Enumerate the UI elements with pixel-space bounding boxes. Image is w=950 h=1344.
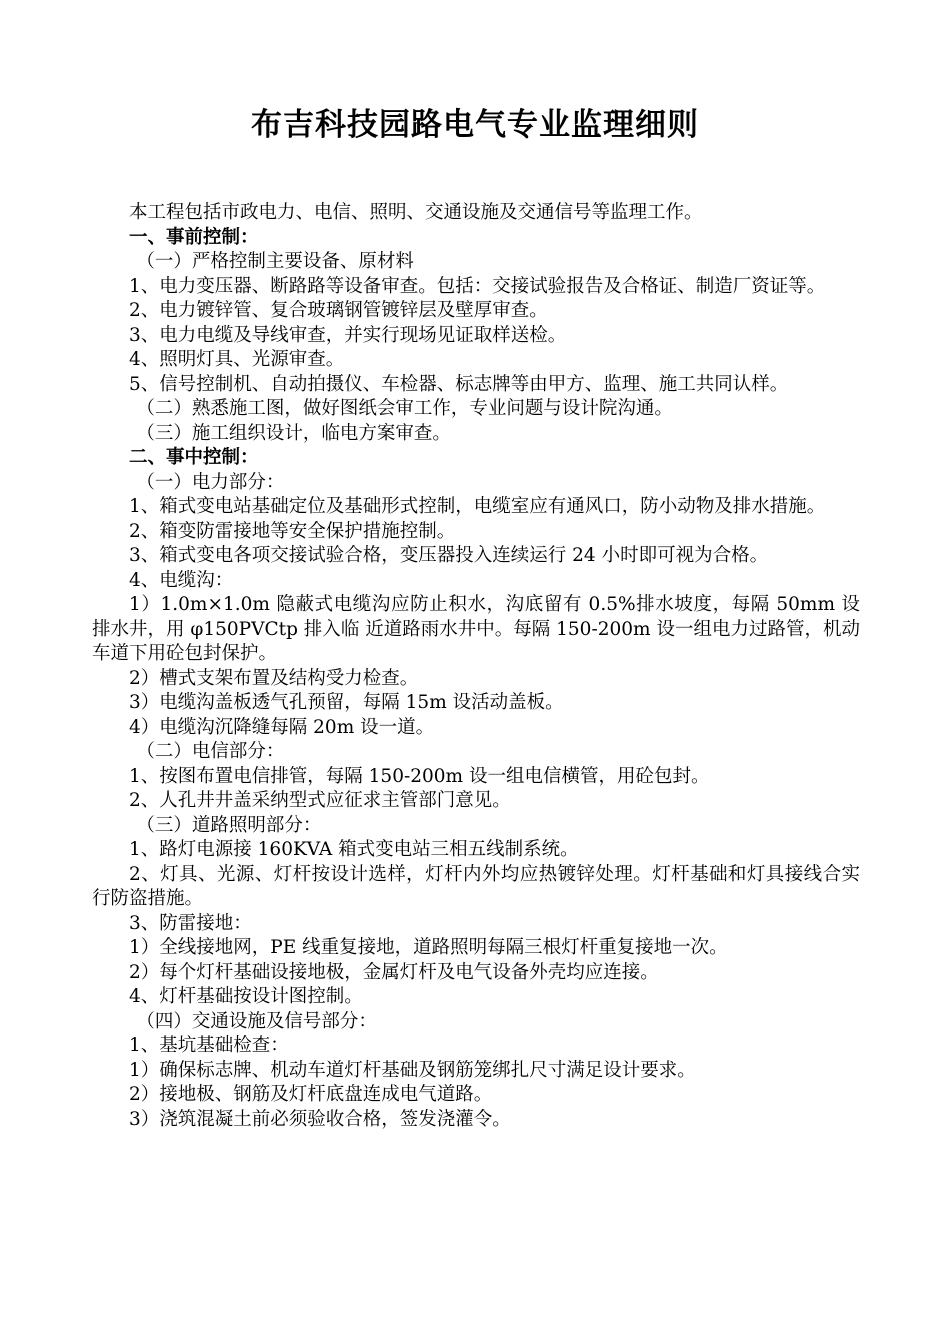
paragraph: 3）浇筑混凝土前必须验收合格，签发浇灌令。 <box>129 1108 511 1130</box>
paragraph: 1、路灯电源接 160KVA 箱式变电站三相五线制系统。 <box>129 839 579 860</box>
paragraph: 1）1.0m×1.0m 隐蔽式电缆沟应防止积水，沟底留有 0.5%排水坡度，每隔 50mm 设排水井，用 φ150PVCtp 排入临 近道路雨水井中。每隔 150-200m 设一组电力过路管，机动车道下用砼包封保护。 <box>92 594 860 664</box>
paragraph: （四）交通设施及信号部分： <box>136 1010 377 1032</box>
paragraph: 1）确保标志牌、机动车道灯杆基础及钢筋笼绑扎尺寸满足设计要求。 <box>129 1059 696 1081</box>
paragraph: 1）全线接地网，PE 线重复接地，道路照明每隔三根灯杆重复接地一次。 <box>129 937 728 958</box>
paragraph: 3、箱式变电各项交接试验合格，变压器投入连续运行 24 小时即可视为合格。 <box>129 545 769 566</box>
paragraph: 1、基坑基础检查： <box>129 1035 289 1056</box>
paragraph: 3、防雷接地： <box>129 912 252 934</box>
paragraph: （三）道路照明部分： <box>136 814 322 836</box>
paragraph: 2、电力镀锌管、复合玻璃钢管镀锌层及壁厚审查。 <box>129 300 548 321</box>
paragraph: 2、人孔井井盖采纳型式应征求主管部门意见。 <box>129 790 511 811</box>
paragraph: 1、按图布置电信排管，每隔 150-200m 设一组电信横管，用砼包封。 <box>129 765 710 787</box>
paragraph: 3、电力电缆及导线审查，并实行现场见证取样送检。 <box>129 324 567 346</box>
document-body <box>92 201 860 1132</box>
paragraph: 5、信号控制机、自动拍摄仪、车检器、标志牌等由甲方、监理、施工共同认样。 <box>129 373 789 395</box>
paragraph: 2、灯具、光源、灯杆按设计选样，灯杆内外均应热镀锌处理。灯杆基础和灯具接线合实行防盗措施。 <box>92 863 860 909</box>
paragraph: 4）电缆沟沉降缝每隔 20m 设一道。 <box>129 716 435 738</box>
paragraph: 3）电缆沟盖板透气孔预留，每隔 15m 设活动盖板。 <box>129 692 564 713</box>
paragraph: （一）严格控制主要设备、原材料 <box>136 251 414 272</box>
paragraph: 4、灯杆基础按设计图控制。 <box>129 986 363 1007</box>
paragraph: 4、照明灯具、光源审查。 <box>129 349 345 370</box>
section-heading: 二、事中控制： <box>129 447 259 468</box>
paragraph: 2、箱变防雷接地等安全保护措施控制。 <box>129 520 456 542</box>
document-title: 布吉科技园路电气专业监理细则 <box>251 107 699 143</box>
paragraph: 2）槽式支架布置及结构受力检查。 <box>129 667 419 689</box>
paragraph: （二）熟悉施工图，做好图纸会审工作，专业问题与设计院沟通。 <box>136 398 673 419</box>
paragraph: 1、电力变压器、断路路等设备审查。包括：交接试验报告及合格证、制造厂资证等。 <box>129 275 826 297</box>
paragraph: （三）施工组织设计，临电方案审查。 <box>136 422 451 444</box>
paragraph: 1、箱式变电站基础定位及基础形式控制，电缆室应有通风口，防小动物及排水措施。 <box>129 496 826 517</box>
section-heading: 一、事前控制： <box>129 226 259 248</box>
paragraph: 2）接地极、钢筋及灯杆底盘连成电气道路。 <box>129 1084 493 1105</box>
paragraph: 本工程包括市政电力、电信、照明、交通设施及交通信号等监理工作。 <box>129 202 703 223</box>
paragraph: （二）电信部分： <box>136 741 285 762</box>
paragraph: （一）电力部分： <box>136 471 285 493</box>
paragraph: 4、电缆沟： <box>129 569 234 591</box>
paragraph: 2）每个灯杆基础设接地极，金属灯杆及电气设备外壳均应连接。 <box>129 961 659 983</box>
